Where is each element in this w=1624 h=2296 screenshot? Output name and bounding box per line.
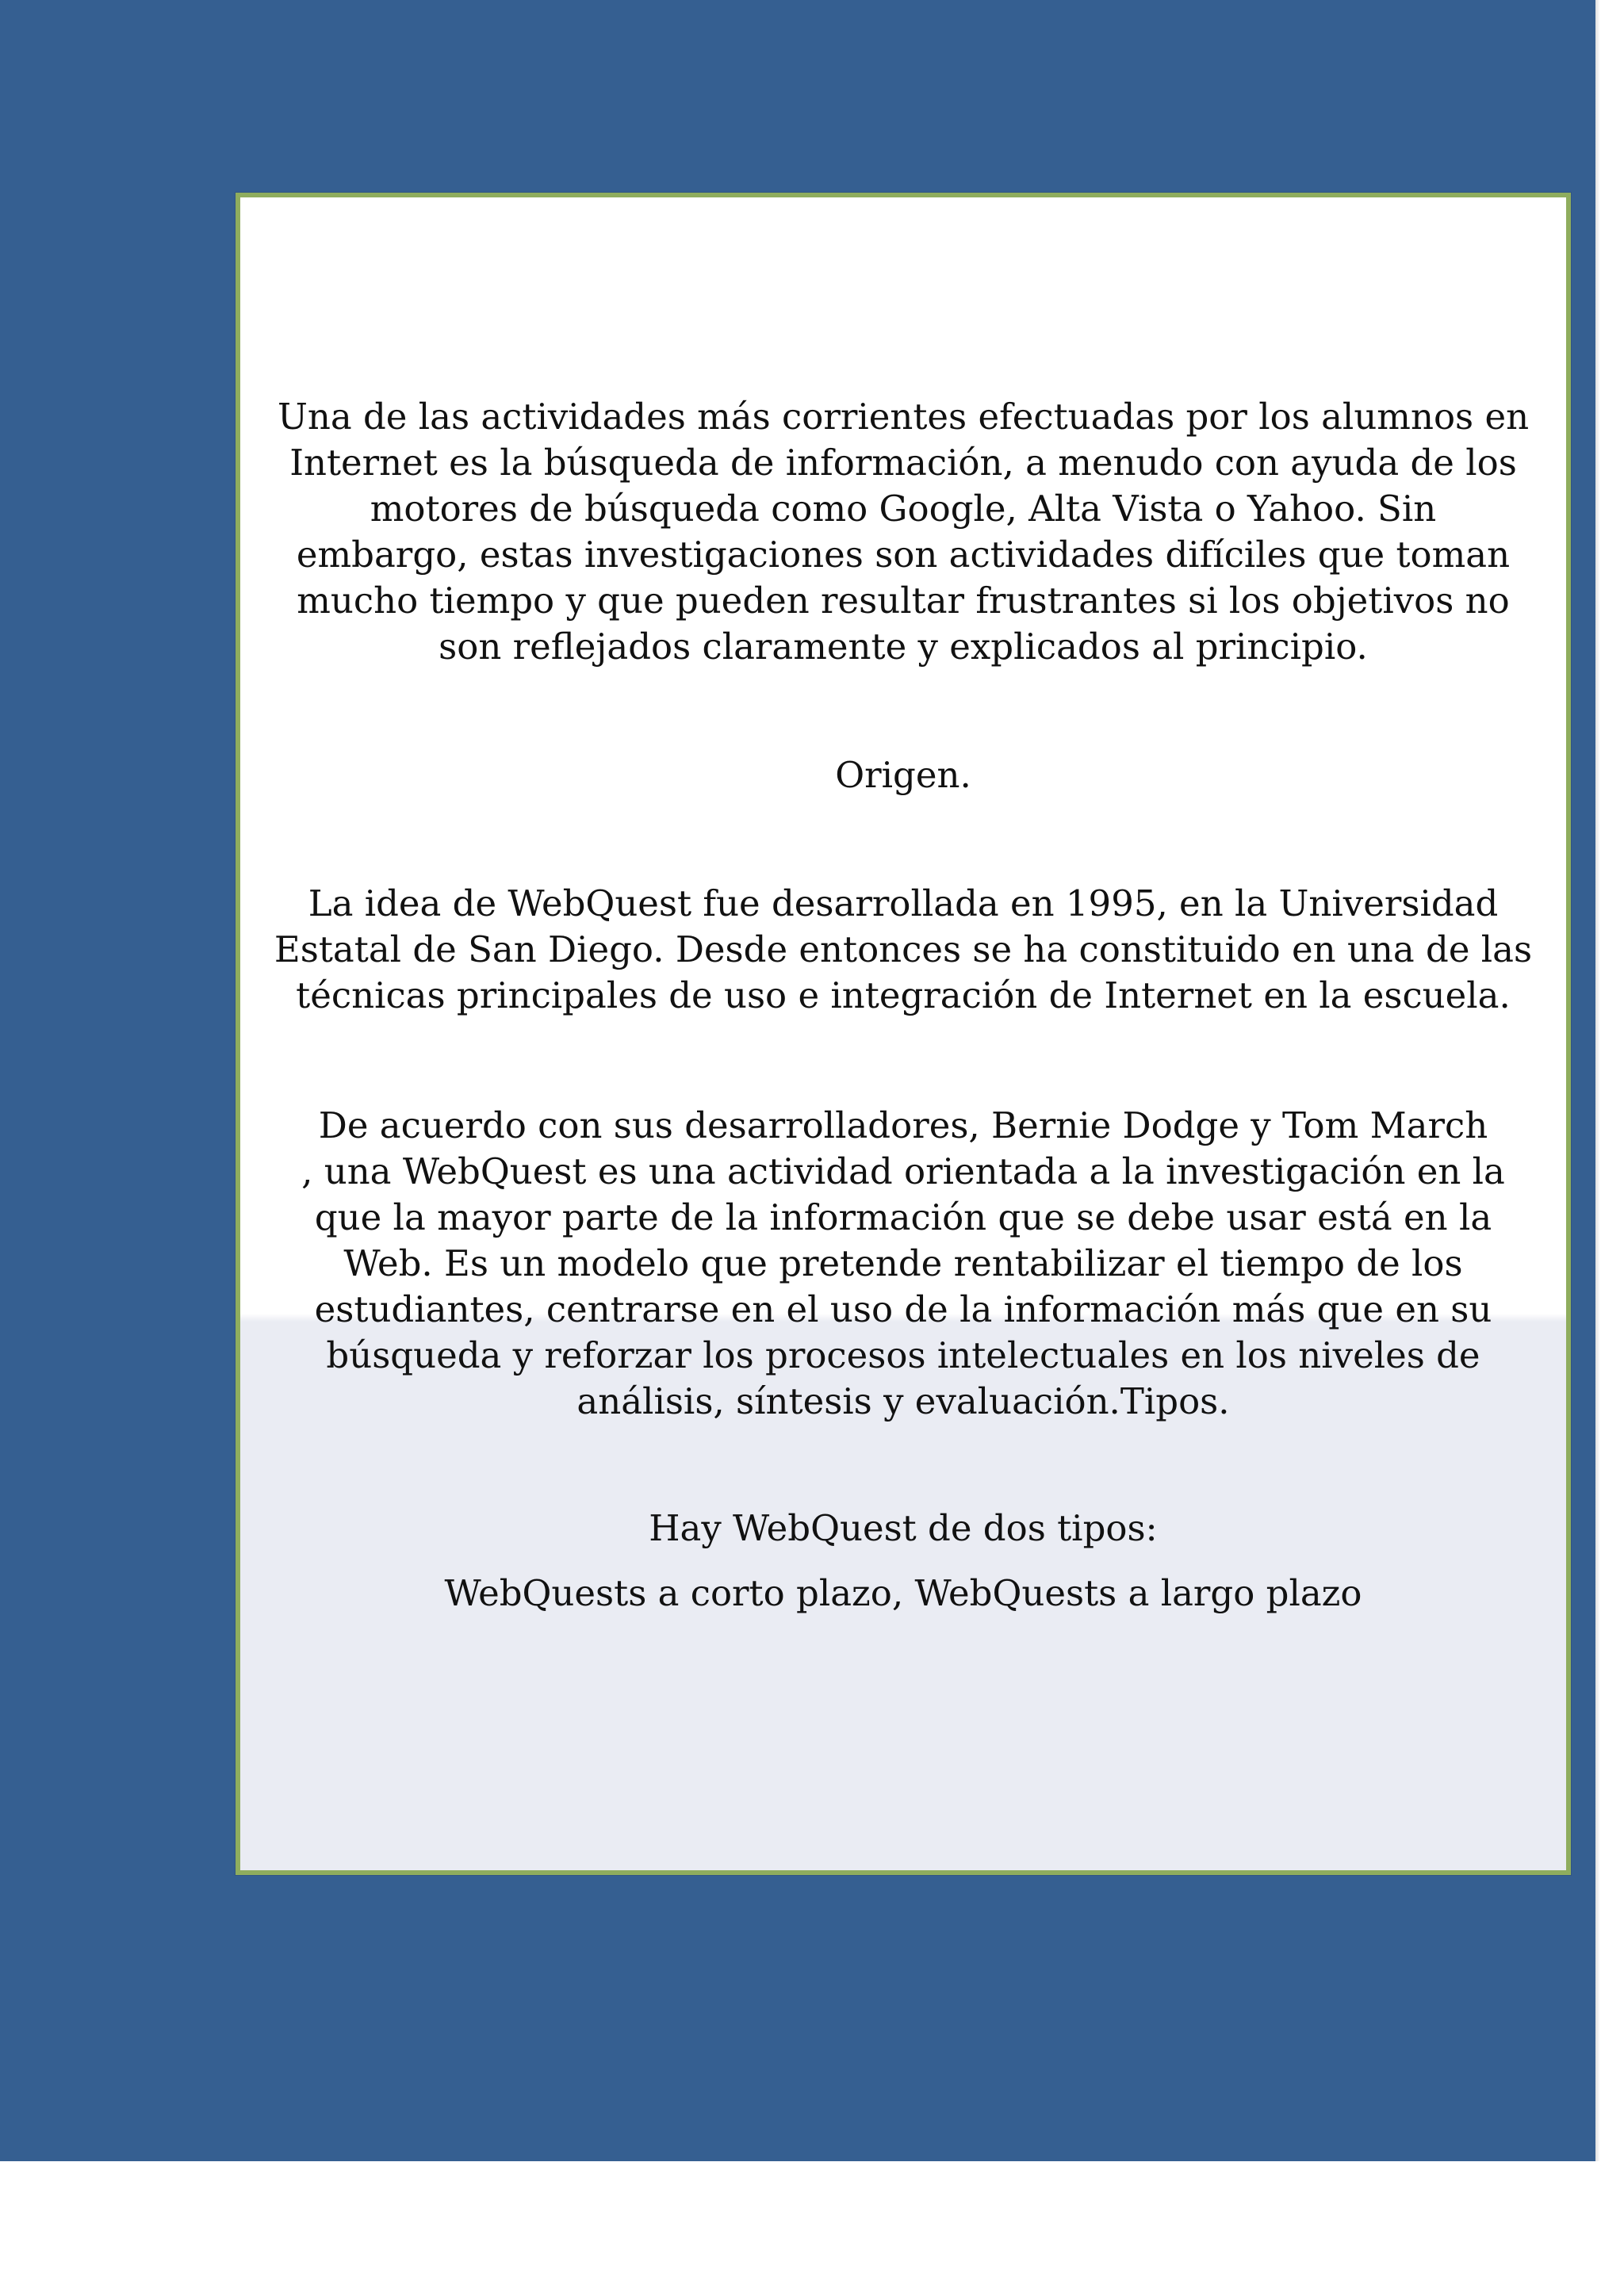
types-intro: Hay WebQuest de dos tipos: bbox=[649, 1507, 1158, 1549]
origen-heading: Origen. bbox=[835, 754, 971, 796]
page-edge-shadow bbox=[1595, 0, 1600, 2161]
developers-paragraph: De acuerdo con sus desarrolladores, Bernie Dodge y Tom March , una WebQuest es una actividad orientada a la investigación en la que la mayor parte de la información que se debe usar está en la Web. Es un modelo que pretende rentabilizar el tiempo de los estudiantes, centrarse en el uso de la información más que en su búsqueda y reforzar los procesos intelectuales en los niveles de análisis, síntesis y evaluación.Tipos. bbox=[301, 1104, 1505, 1422]
text-frame bbox=[236, 193, 1571, 1875]
types-list: WebQuests a corto plazo, WebQuests a largo plazo bbox=[444, 1572, 1362, 1614]
intro-paragraph: Una de las actividades más corrientes efectuadas por los alumnos en Internet es la búsqueda de información, a menudo con ayuda de los motores de búsqueda como Google, Alta Vista o Yahoo. Sin embargo, estas investigaciones son actividades difíciles que toman mucho tiempo y que pueden resultar frustrantes si los objetivos no son reflejados claramente y explicados al principio. bbox=[277, 396, 1530, 668]
origen-paragraph: La idea de WebQuest fue desarrollada en 1995, en la Universidad Estatal de San Diego. Desde entonces se ha constituido en una de las técnicas principales de uso e integración de Internet en la escuela. bbox=[274, 882, 1533, 1016]
